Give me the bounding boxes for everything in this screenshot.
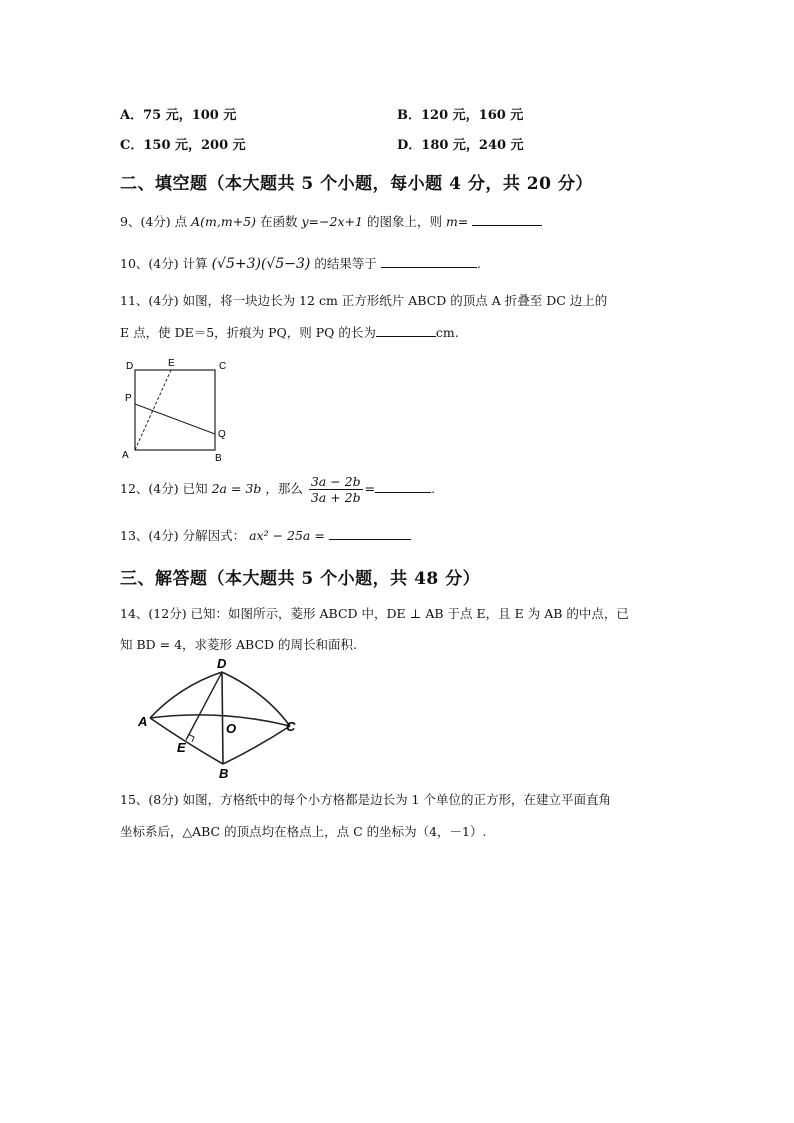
- q10-suffix: 的结果等于: [314, 256, 377, 271]
- q10-end: .: [476, 256, 481, 271]
- label-d: D: [126, 361, 134, 372]
- label-c: C: [219, 361, 227, 372]
- q10-expression: (√5+3)(√5−3): [211, 256, 311, 272]
- option-b: B．120 元，160 元: [397, 108, 524, 123]
- q12-end: .: [431, 481, 436, 496]
- q14-line-1: 14、(12分) 已知：如图所示，菱形 ABCD 中，DE ⊥ AB 于点 E，且 E 为 AB 的中点，已: [120, 606, 629, 621]
- segment-de: [186, 672, 222, 740]
- option-d: D．180 元，240 元: [397, 138, 524, 153]
- q10-prefix: 10、(4分) 计算: [120, 256, 208, 271]
- section-title-fill-in: 二、填空题（本大题共 5 个小题，每小题 4 分，共 20 分）: [120, 174, 593, 194]
- q12-denominator: 3a + 2b: [310, 490, 361, 505]
- diagonal-bd: [222, 672, 223, 764]
- side-ad: [150, 672, 222, 718]
- square-abcd: [135, 370, 215, 450]
- label-d: D: [217, 656, 227, 671]
- q9-middle: 在函数: [260, 214, 298, 229]
- label-p: P: [125, 393, 132, 404]
- q12-prefix: 12、(4分) 已知: [120, 481, 208, 496]
- diagonal-ac: [150, 715, 290, 726]
- q11-line-2: [120, 323, 459, 341]
- q14-rhombus-figure: [130, 654, 310, 779]
- q11-line-1: 11、(4分) 如图，将一块边长为 12 cm 正方形纸片 ABCD 的顶点 A 折叠至 DC 边上的: [120, 293, 608, 308]
- q15-line-1: 15、(8分) 如图，方格纸中的每个小方格都是边长为 1 个单位的正方形，在建立平面直角: [120, 792, 611, 807]
- q13-answer-blank: [329, 527, 411, 540]
- q12-middle: ，那么: [265, 481, 303, 496]
- q11-line-2-prefix: E 点，使 DE＝5，折痕为 PQ，则 PQ 的长为: [120, 325, 376, 340]
- q9-suffix: 的图象上，则: [366, 214, 442, 229]
- q13-prefix: 13、(4分) 分解因式：: [120, 528, 246, 543]
- question-10: [120, 254, 481, 272]
- label-e: E: [177, 740, 186, 755]
- option-a: A．75 元，100 元: [120, 108, 237, 123]
- question-13: [120, 526, 411, 544]
- q11-answer-blank: [376, 324, 436, 337]
- q12-condition: 2a = 3b: [211, 481, 262, 496]
- q11-square-figure: [115, 355, 235, 465]
- label-b: B: [219, 766, 229, 779]
- q9-m-expr: m=: [445, 214, 469, 229]
- q12-answer-blank: [375, 480, 431, 493]
- question-9: [120, 212, 542, 230]
- q10-answer-blank: [381, 255, 477, 268]
- label-b: B: [215, 453, 222, 464]
- question-12: [120, 474, 435, 505]
- label-c: C: [286, 719, 296, 734]
- label-e: E: [168, 358, 175, 369]
- label-a: A: [138, 714, 148, 729]
- q12-numerator: 3a − 2b: [310, 474, 361, 489]
- q15-line-2: 坐标系后，△ABC 的顶点均在格点上，点 C 的坐标为（4，－1）.: [120, 824, 487, 839]
- q12-equals: =: [364, 481, 376, 496]
- q9-point-expr: A(m,m+5): [191, 214, 257, 229]
- q13-expression: ax² − 25a =: [249, 528, 325, 543]
- side-ab: [150, 718, 223, 764]
- q14-line-2: 知 BD = 4，求菱形 ABCD 的周长和面积.: [120, 637, 358, 652]
- q12-fraction: [309, 474, 363, 505]
- segment-pq: [135, 404, 215, 434]
- side-dc: [222, 672, 290, 726]
- q11-line-2-suffix: cm.: [435, 325, 459, 340]
- q9-answer-blank: [472, 213, 542, 226]
- q9-function-expr: y=−2x+1: [301, 214, 363, 229]
- label-q: Q: [218, 429, 226, 440]
- segment-ae: [135, 370, 171, 450]
- q9-prefix: 9、(4分) 点: [120, 214, 188, 229]
- label-o: O: [226, 721, 237, 736]
- label-a: A: [122, 450, 129, 461]
- section-title-answer: 三、解答题（本大题共 5 个小题，共 48 分）: [120, 569, 481, 589]
- option-c: C．150 元，200 元: [120, 138, 246, 153]
